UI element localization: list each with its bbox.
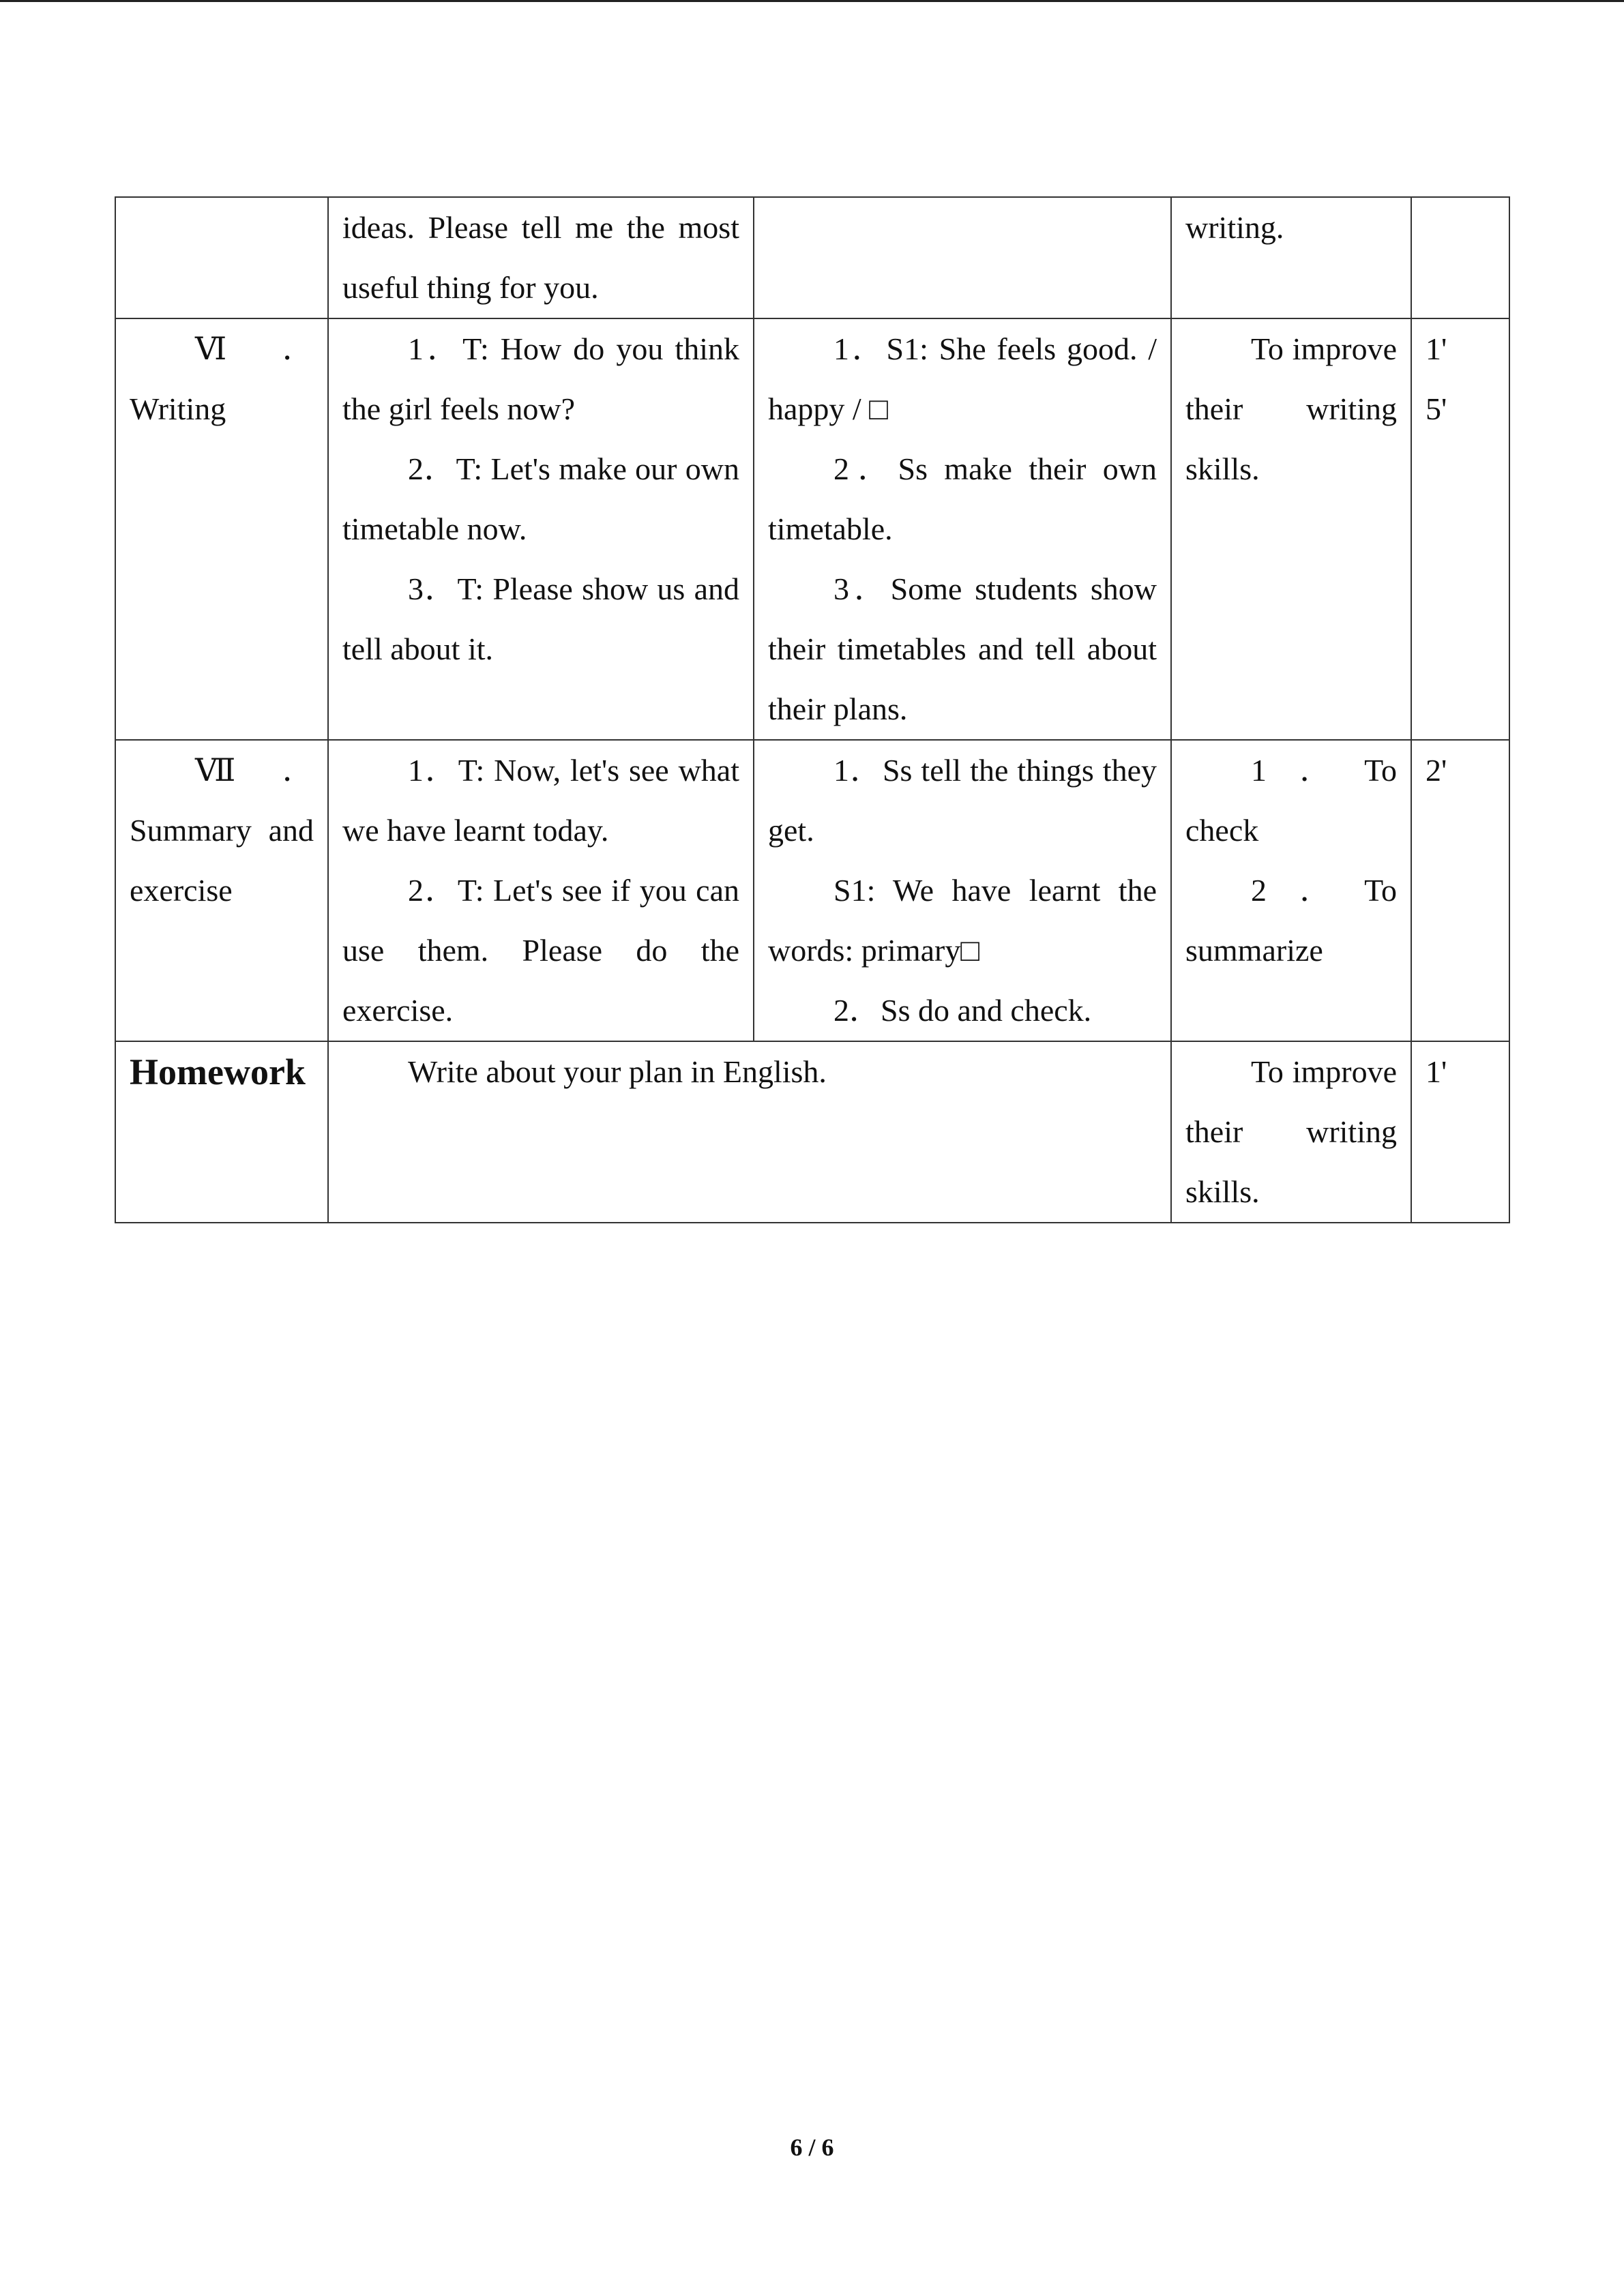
purpose-cell: writing. — [1171, 197, 1411, 318]
purpose-cell: To improve their writing skills. — [1171, 318, 1411, 740]
time-cell: 2' — [1411, 740, 1509, 1041]
page-top-border — [0, 0, 1624, 2]
table-row-continuation — [115, 197, 1509, 318]
student-activity-cell: 1．S1: She feels good. / happy / □ 2．Ss make their own timetable. 3．Some students show their timetables and tell about their plans. — [754, 318, 1171, 740]
purpose-cell: To improve their writing skills. — [1171, 1041, 1411, 1223]
teacher-activity-cell: 1．T: How do you think the girl feels now? 2．T: Let's make our own timetable now. 3．T: Please show us and tell about it. — [328, 318, 754, 740]
student-activity-cell — [754, 197, 1171, 318]
table-row-homework — [115, 1041, 1509, 1223]
table-row-summary — [115, 740, 1509, 1041]
time-cell — [1411, 197, 1509, 318]
stage-cell: Ⅶ．Summary and exercise — [115, 740, 328, 1041]
time-cell: 1' — [1411, 1041, 1509, 1223]
student-activity-cell: 1．Ss tell the things they get. S1: We have learnt the words: primary□ 2．Ss do and check. — [754, 740, 1171, 1041]
teacher-activity-cell: ideas. Please tell me the most useful thing for you. — [328, 197, 754, 318]
purpose-cell: 1．To check 2．To summarize — [1171, 740, 1411, 1041]
stage-cell: Ⅵ．Writing — [115, 318, 328, 740]
homework-activity-cell: Write about your plan in English. — [328, 1041, 1171, 1223]
time-cell: 1' 5' — [1411, 318, 1509, 740]
lesson-plan-table — [115, 196, 1510, 1223]
teacher-activity-cell: 1．T: Now, let's see what we have learnt today. 2．T: Let's see if you can use them. Please do the exercise. — [328, 740, 754, 1041]
page-number: 6 / 6 — [790, 2134, 834, 2161]
table-row-writing — [115, 318, 1509, 740]
stage-cell — [115, 197, 328, 318]
stage-cell: Homework — [115, 1041, 328, 1223]
